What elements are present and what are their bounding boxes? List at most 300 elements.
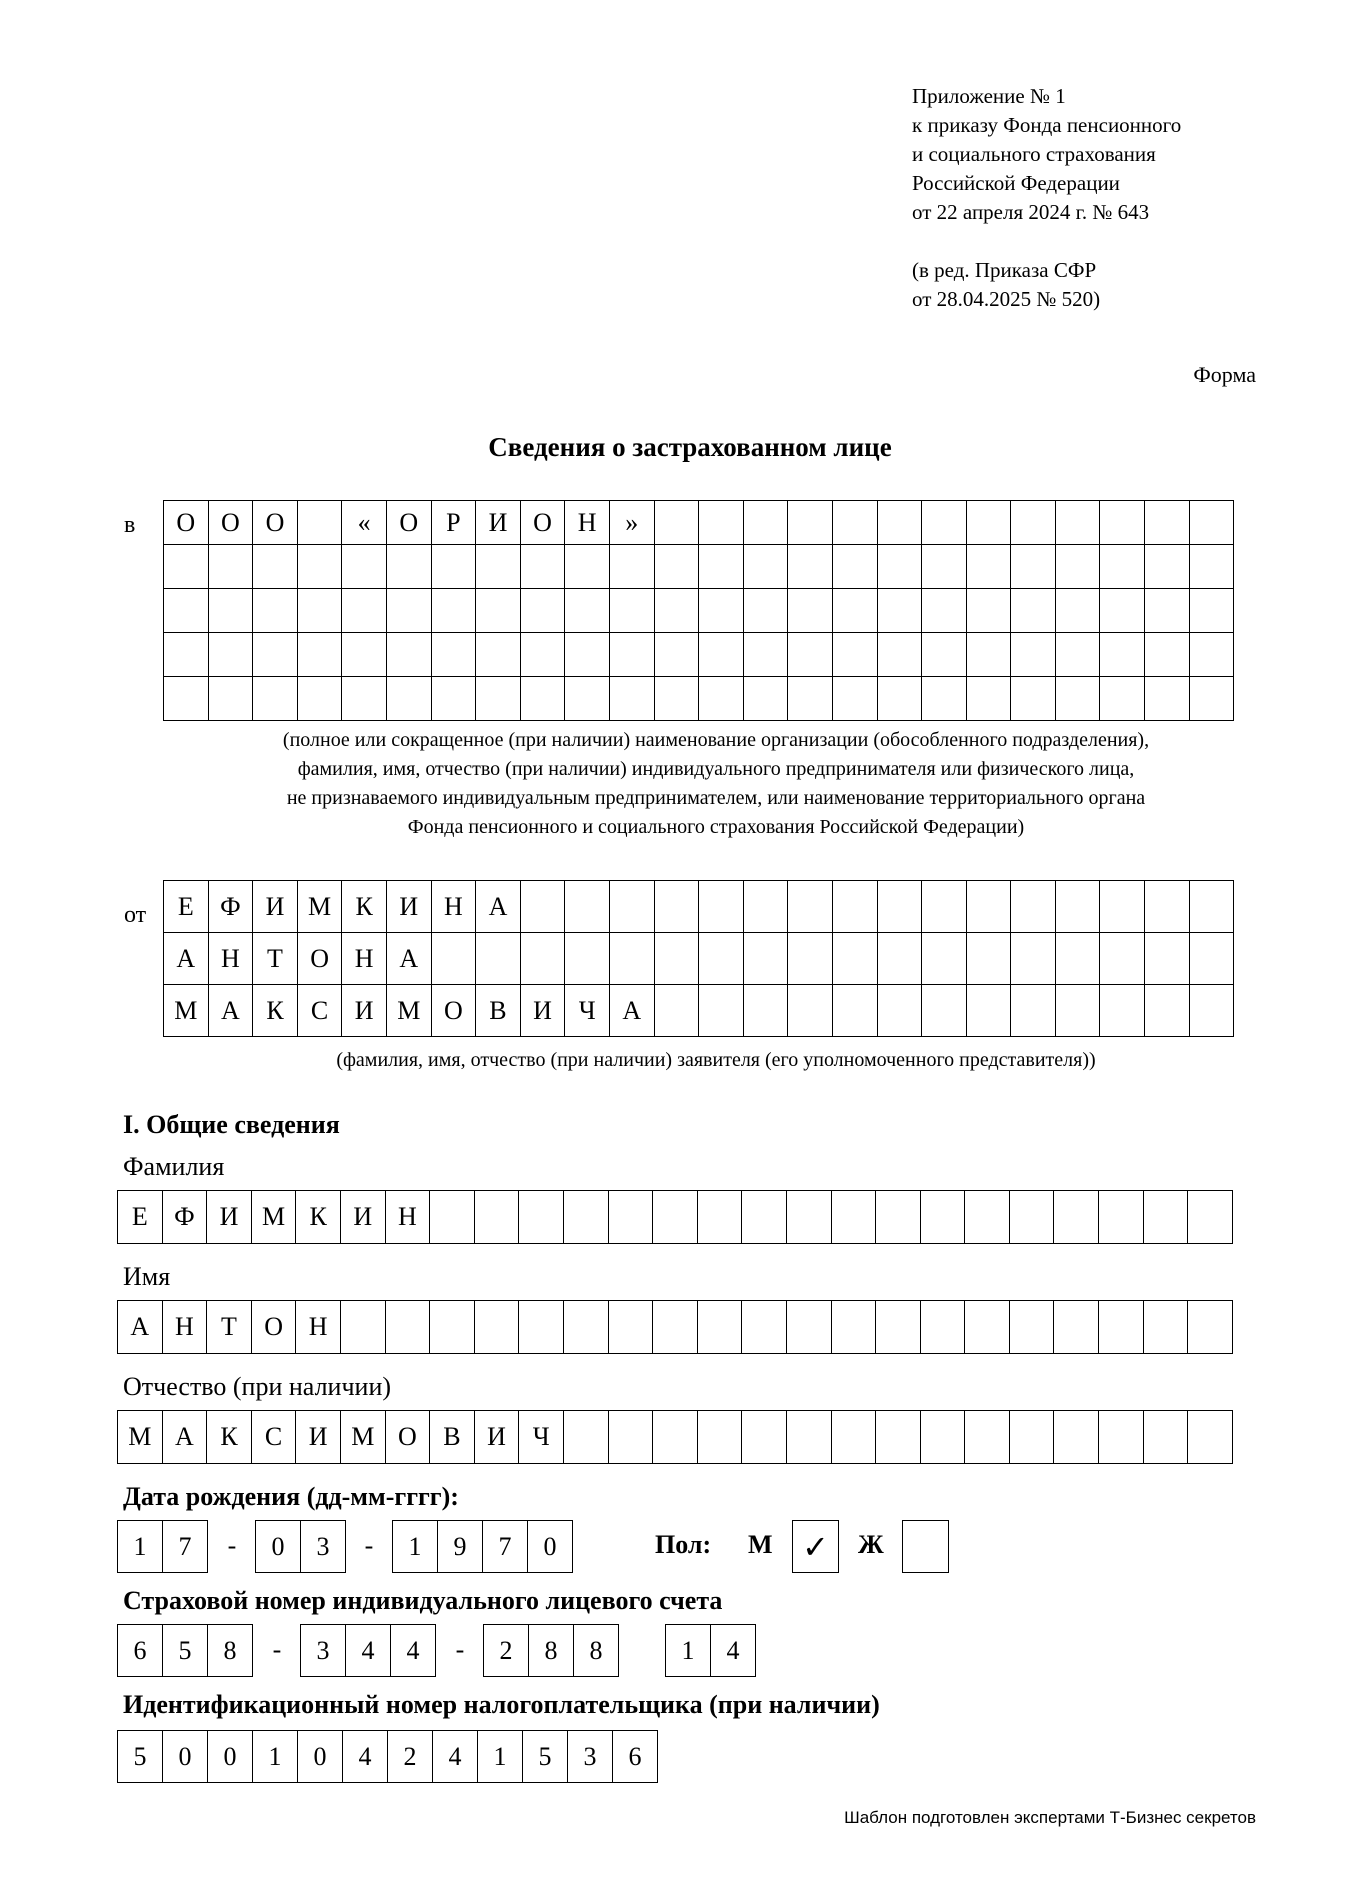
char-cell[interactable] xyxy=(786,1411,831,1464)
char-cell[interactable] xyxy=(1143,1301,1188,1354)
char-cell[interactable] xyxy=(208,677,253,721)
char-cell[interactable] xyxy=(653,1411,698,1464)
char-cell[interactable] xyxy=(742,1411,787,1464)
char-cell[interactable] xyxy=(877,501,922,545)
char-cell[interactable] xyxy=(922,933,967,985)
char-cell[interactable] xyxy=(1100,545,1145,589)
digit-cell[interactable]: 0 xyxy=(208,1731,253,1783)
char-cell[interactable] xyxy=(1011,589,1056,633)
char-cell[interactable] xyxy=(877,633,922,677)
inn-cells[interactable] xyxy=(117,1730,658,1783)
char-cell[interactable] xyxy=(520,633,565,677)
char-cell[interactable]: И xyxy=(253,881,298,933)
char-cell[interactable] xyxy=(1189,501,1234,545)
char-cell[interactable] xyxy=(788,933,833,985)
char-cell[interactable] xyxy=(520,589,565,633)
char-cell[interactable] xyxy=(832,881,877,933)
char-cell[interactable] xyxy=(1100,881,1145,933)
digit-cell[interactable]: 3 xyxy=(301,1625,346,1677)
char-cell[interactable] xyxy=(1054,1411,1099,1464)
char-cell[interactable] xyxy=(788,677,833,721)
char-cell[interactable] xyxy=(697,1411,742,1464)
char-cell[interactable] xyxy=(520,545,565,589)
char-cell[interactable] xyxy=(474,1301,519,1354)
char-cell[interactable] xyxy=(608,1191,653,1244)
char-cell[interactable] xyxy=(1054,1301,1099,1354)
char-cell[interactable] xyxy=(832,545,877,589)
char-cell[interactable] xyxy=(476,933,521,985)
char-cell[interactable] xyxy=(386,633,431,677)
char-cell[interactable] xyxy=(609,633,654,677)
char-cell[interactable] xyxy=(297,589,342,633)
char-cell[interactable] xyxy=(876,1191,921,1244)
char-cell[interactable] xyxy=(1100,985,1145,1037)
char-cell[interactable] xyxy=(563,1191,608,1244)
char-cell[interactable] xyxy=(342,633,387,677)
char-cell[interactable] xyxy=(253,589,298,633)
digit-cell[interactable]: 4 xyxy=(711,1625,756,1677)
char-cell[interactable] xyxy=(1099,1411,1144,1464)
char-cell[interactable] xyxy=(743,633,788,677)
char-cell[interactable] xyxy=(788,589,833,633)
char-cell[interactable] xyxy=(1145,501,1190,545)
char-cell[interactable] xyxy=(1145,881,1190,933)
char-cell[interactable] xyxy=(922,501,967,545)
char-cell[interactable] xyxy=(1145,933,1190,985)
char-cell[interactable] xyxy=(609,881,654,933)
char-cell[interactable] xyxy=(922,881,967,933)
char-cell[interactable] xyxy=(699,933,744,985)
char-cell[interactable] xyxy=(609,677,654,721)
patronymic-grid[interactable] xyxy=(117,1410,1233,1464)
char-cell[interactable]: И xyxy=(386,881,431,933)
digit-cell[interactable]: 1 xyxy=(253,1731,298,1783)
char-cell[interactable]: А xyxy=(118,1301,163,1354)
char-cell[interactable] xyxy=(1100,501,1145,545)
char-cell[interactable] xyxy=(342,589,387,633)
char-cell[interactable] xyxy=(965,1411,1010,1464)
char-cell[interactable] xyxy=(966,501,1011,545)
char-cell[interactable] xyxy=(877,985,922,1037)
char-cell[interactable]: О xyxy=(297,933,342,985)
char-cell[interactable] xyxy=(1009,1191,1054,1244)
gender-male-checkbox[interactable] xyxy=(792,1520,839,1573)
char-cell[interactable]: О xyxy=(385,1411,430,1464)
char-cell[interactable] xyxy=(743,677,788,721)
char-cell[interactable] xyxy=(743,933,788,985)
char-cell[interactable] xyxy=(430,1301,475,1354)
char-cell[interactable] xyxy=(1100,933,1145,985)
char-cell[interactable] xyxy=(431,545,476,589)
char-cell[interactable] xyxy=(1055,985,1100,1037)
char-cell[interactable] xyxy=(385,1301,430,1354)
char-cell[interactable] xyxy=(253,677,298,721)
char-cell[interactable] xyxy=(654,633,699,677)
digit-cell[interactable]: 0 xyxy=(528,1521,573,1573)
digit-cell[interactable]: 8 xyxy=(208,1625,253,1677)
char-cell[interactable] xyxy=(1145,589,1190,633)
char-cell[interactable] xyxy=(1145,545,1190,589)
char-cell[interactable] xyxy=(208,633,253,677)
snils-part2-cells[interactable] xyxy=(300,1624,436,1677)
char-cell[interactable]: С xyxy=(251,1411,296,1464)
char-cell[interactable] xyxy=(877,545,922,589)
digit-cell[interactable]: 0 xyxy=(163,1731,208,1783)
char-cell[interactable] xyxy=(519,1191,564,1244)
char-cell[interactable]: В xyxy=(476,985,521,1037)
char-cell[interactable] xyxy=(654,933,699,985)
char-cell[interactable] xyxy=(609,589,654,633)
char-cell[interactable] xyxy=(1100,633,1145,677)
char-cell[interactable] xyxy=(476,633,521,677)
char-cell[interactable]: А xyxy=(162,1411,207,1464)
char-cell[interactable] xyxy=(1055,677,1100,721)
digit-cell[interactable]: 6 xyxy=(613,1731,658,1783)
char-cell[interactable] xyxy=(1099,1191,1144,1244)
char-cell[interactable]: И xyxy=(340,1191,385,1244)
digit-cell[interactable]: 1 xyxy=(478,1731,523,1783)
char-cell[interactable] xyxy=(832,633,877,677)
char-cell[interactable] xyxy=(831,1411,876,1464)
digit-cell[interactable]: 1 xyxy=(666,1625,711,1677)
char-cell[interactable] xyxy=(386,677,431,721)
char-cell[interactable] xyxy=(1011,933,1056,985)
char-cell[interactable] xyxy=(966,589,1011,633)
char-cell[interactable]: К xyxy=(253,985,298,1037)
char-cell[interactable]: М xyxy=(164,985,209,1037)
char-cell[interactable] xyxy=(563,1411,608,1464)
char-cell[interactable] xyxy=(966,633,1011,677)
char-cell[interactable] xyxy=(1055,633,1100,677)
char-cell[interactable] xyxy=(831,1191,876,1244)
char-cell[interactable] xyxy=(832,589,877,633)
char-cell[interactable]: О xyxy=(253,501,298,545)
char-cell[interactable] xyxy=(1055,589,1100,633)
char-cell[interactable] xyxy=(476,545,521,589)
char-cell[interactable] xyxy=(431,633,476,677)
char-cell[interactable] xyxy=(1011,881,1056,933)
digit-cell[interactable]: 7 xyxy=(483,1521,528,1573)
char-cell[interactable] xyxy=(877,881,922,933)
digit-cell[interactable]: 7 xyxy=(163,1521,208,1573)
digit-cell[interactable]: 3 xyxy=(568,1731,613,1783)
char-cell[interactable]: И xyxy=(476,501,521,545)
char-cell[interactable]: К xyxy=(296,1191,341,1244)
char-cell[interactable] xyxy=(654,881,699,933)
char-cell[interactable] xyxy=(1011,545,1056,589)
char-cell[interactable] xyxy=(743,545,788,589)
char-cell[interactable]: Н xyxy=(565,501,610,545)
char-cell[interactable] xyxy=(966,677,1011,721)
char-cell[interactable] xyxy=(788,501,833,545)
char-cell[interactable] xyxy=(697,1301,742,1354)
char-cell[interactable] xyxy=(788,881,833,933)
char-cell[interactable] xyxy=(1189,881,1234,933)
char-cell[interactable] xyxy=(519,1301,564,1354)
char-cell[interactable] xyxy=(1188,1191,1233,1244)
recipient-grid[interactable] xyxy=(163,500,1234,721)
char-cell[interactable] xyxy=(430,1191,475,1244)
surname-grid[interactable] xyxy=(117,1190,1233,1244)
char-cell[interactable] xyxy=(699,881,744,933)
char-cell[interactable] xyxy=(742,1191,787,1244)
char-cell[interactable] xyxy=(697,1191,742,1244)
char-cell[interactable]: Н xyxy=(208,933,253,985)
char-cell[interactable] xyxy=(966,545,1011,589)
name-grid[interactable] xyxy=(117,1300,1233,1354)
char-cell[interactable] xyxy=(565,545,610,589)
char-cell[interactable] xyxy=(786,1301,831,1354)
char-cell[interactable] xyxy=(253,633,298,677)
char-cell[interactable]: Н xyxy=(431,881,476,933)
birth-day-cells[interactable] xyxy=(117,1520,208,1573)
char-cell[interactable]: Ф xyxy=(162,1191,207,1244)
char-cell[interactable] xyxy=(386,545,431,589)
digit-cell[interactable]: 3 xyxy=(301,1521,346,1573)
char-cell[interactable] xyxy=(654,501,699,545)
char-cell[interactable] xyxy=(1011,985,1056,1037)
char-cell[interactable] xyxy=(520,881,565,933)
char-cell[interactable] xyxy=(788,633,833,677)
digit-cell[interactable]: 4 xyxy=(346,1625,391,1677)
snils-part1-cells[interactable] xyxy=(117,1624,253,1677)
char-cell[interactable] xyxy=(1099,1301,1144,1354)
char-cell[interactable] xyxy=(1055,933,1100,985)
char-cell[interactable] xyxy=(609,545,654,589)
char-cell[interactable] xyxy=(563,1301,608,1354)
char-cell[interactable]: Н xyxy=(296,1301,341,1354)
char-cell[interactable] xyxy=(876,1301,921,1354)
char-cell[interactable]: И xyxy=(474,1411,519,1464)
char-cell[interactable] xyxy=(342,677,387,721)
char-cell[interactable] xyxy=(832,677,877,721)
char-cell[interactable] xyxy=(1145,985,1190,1037)
char-cell[interactable] xyxy=(297,633,342,677)
char-cell[interactable] xyxy=(699,545,744,589)
char-cell[interactable] xyxy=(1188,1411,1233,1464)
sender-grid[interactable] xyxy=(163,880,1234,1037)
char-cell[interactable] xyxy=(520,677,565,721)
char-cell[interactable] xyxy=(164,545,209,589)
char-cell[interactable] xyxy=(832,501,877,545)
char-cell[interactable]: Р xyxy=(431,501,476,545)
char-cell[interactable] xyxy=(608,1301,653,1354)
digit-cell[interactable]: 2 xyxy=(484,1625,529,1677)
char-cell[interactable] xyxy=(699,589,744,633)
char-cell[interactable] xyxy=(832,933,877,985)
char-cell[interactable] xyxy=(965,1301,1010,1354)
digit-cell[interactable]: 6 xyxy=(118,1625,163,1677)
char-cell[interactable] xyxy=(164,589,209,633)
char-cell[interactable] xyxy=(565,589,610,633)
char-cell[interactable] xyxy=(342,545,387,589)
char-cell[interactable]: Н xyxy=(385,1191,430,1244)
char-cell[interactable] xyxy=(1145,677,1190,721)
char-cell[interactable]: » xyxy=(609,501,654,545)
char-cell[interactable] xyxy=(431,933,476,985)
char-cell[interactable] xyxy=(788,545,833,589)
char-cell[interactable]: О xyxy=(164,501,209,545)
char-cell[interactable] xyxy=(1009,1411,1054,1464)
char-cell[interactable]: М xyxy=(118,1411,163,1464)
char-cell[interactable]: Ч xyxy=(565,985,610,1037)
char-cell[interactable] xyxy=(1188,1301,1233,1354)
char-cell[interactable]: А xyxy=(476,881,521,933)
char-cell[interactable] xyxy=(922,633,967,677)
char-cell[interactable]: Н xyxy=(162,1301,207,1354)
char-cell[interactable] xyxy=(699,677,744,721)
char-cell[interactable] xyxy=(877,677,922,721)
char-cell[interactable] xyxy=(1143,1191,1188,1244)
char-cell[interactable]: И xyxy=(207,1191,252,1244)
char-cell[interactable]: И xyxy=(342,985,387,1037)
char-cell[interactable] xyxy=(743,589,788,633)
char-cell[interactable] xyxy=(743,501,788,545)
char-cell[interactable] xyxy=(1100,589,1145,633)
char-cell[interactable] xyxy=(1189,545,1234,589)
char-cell[interactable] xyxy=(653,1191,698,1244)
char-cell[interactable] xyxy=(922,589,967,633)
char-cell[interactable] xyxy=(208,545,253,589)
char-cell[interactable] xyxy=(699,985,744,1037)
char-cell[interactable] xyxy=(832,985,877,1037)
char-cell[interactable] xyxy=(877,589,922,633)
char-cell[interactable] xyxy=(1011,633,1056,677)
char-cell[interactable] xyxy=(699,633,744,677)
digit-cell[interactable]: 9 xyxy=(438,1521,483,1573)
digit-cell[interactable]: 4 xyxy=(343,1731,388,1783)
char-cell[interactable] xyxy=(699,501,744,545)
char-cell[interactable]: К xyxy=(342,881,387,933)
char-cell[interactable]: Е xyxy=(164,881,209,933)
char-cell[interactable] xyxy=(476,677,521,721)
char-cell[interactable] xyxy=(654,985,699,1037)
digit-cell[interactable]: 5 xyxy=(118,1731,163,1783)
char-cell[interactable] xyxy=(922,677,967,721)
char-cell[interactable]: О xyxy=(251,1301,296,1354)
char-cell[interactable] xyxy=(1145,633,1190,677)
char-cell[interactable] xyxy=(965,1191,1010,1244)
char-cell[interactable] xyxy=(654,677,699,721)
char-cell[interactable] xyxy=(1189,985,1234,1037)
char-cell[interactable]: Т xyxy=(253,933,298,985)
char-cell[interactable] xyxy=(164,677,209,721)
char-cell[interactable] xyxy=(1055,501,1100,545)
char-cell[interactable] xyxy=(297,545,342,589)
char-cell[interactable]: О xyxy=(520,501,565,545)
char-cell[interactable]: В xyxy=(430,1411,475,1464)
char-cell[interactable]: Ф xyxy=(208,881,253,933)
char-cell[interactable]: А xyxy=(164,933,209,985)
birth-year-cells[interactable] xyxy=(392,1520,573,1573)
char-cell[interactable] xyxy=(1189,933,1234,985)
gender-female-checkbox[interactable] xyxy=(902,1520,949,1573)
char-cell[interactable]: А xyxy=(609,985,654,1037)
char-cell[interactable] xyxy=(340,1301,385,1354)
char-cell[interactable] xyxy=(520,933,565,985)
char-cell[interactable]: А xyxy=(208,985,253,1037)
char-cell[interactable]: Т xyxy=(207,1301,252,1354)
digit-cell[interactable]: 5 xyxy=(163,1625,208,1677)
digit-cell[interactable]: 0 xyxy=(256,1521,301,1573)
char-cell[interactable]: О xyxy=(431,985,476,1037)
snils-part3-cells[interactable] xyxy=(483,1624,619,1677)
char-cell[interactable] xyxy=(1100,677,1145,721)
char-cell[interactable]: А xyxy=(386,933,431,985)
char-cell[interactable] xyxy=(297,677,342,721)
char-cell[interactable] xyxy=(1055,881,1100,933)
char-cell[interactable]: И xyxy=(296,1411,341,1464)
char-cell[interactable] xyxy=(1011,501,1056,545)
char-cell[interactable] xyxy=(253,545,298,589)
char-cell[interactable] xyxy=(654,589,699,633)
char-cell[interactable]: М xyxy=(386,985,431,1037)
char-cell[interactable]: Н xyxy=(342,933,387,985)
char-cell[interactable] xyxy=(1055,545,1100,589)
char-cell[interactable] xyxy=(1189,589,1234,633)
char-cell[interactable] xyxy=(876,1411,921,1464)
char-cell[interactable] xyxy=(476,589,521,633)
char-cell[interactable] xyxy=(164,633,209,677)
char-cell[interactable] xyxy=(297,501,342,545)
digit-cell[interactable]: 1 xyxy=(118,1521,163,1573)
char-cell[interactable] xyxy=(966,985,1011,1037)
char-cell[interactable] xyxy=(966,881,1011,933)
char-cell[interactable] xyxy=(966,933,1011,985)
char-cell[interactable] xyxy=(431,677,476,721)
char-cell[interactable]: О xyxy=(386,501,431,545)
char-cell[interactable] xyxy=(1189,633,1234,677)
digit-cell[interactable]: 8 xyxy=(529,1625,574,1677)
char-cell[interactable]: Ч xyxy=(519,1411,564,1464)
char-cell[interactable]: К xyxy=(207,1411,252,1464)
char-cell[interactable]: И xyxy=(520,985,565,1037)
char-cell[interactable] xyxy=(653,1301,698,1354)
char-cell[interactable] xyxy=(609,933,654,985)
char-cell[interactable] xyxy=(788,985,833,1037)
char-cell[interactable] xyxy=(431,589,476,633)
char-cell[interactable]: « xyxy=(342,501,387,545)
char-cell[interactable]: С xyxy=(297,985,342,1037)
char-cell[interactable] xyxy=(1054,1191,1099,1244)
char-cell[interactable] xyxy=(742,1301,787,1354)
char-cell[interactable] xyxy=(565,933,610,985)
char-cell[interactable]: М xyxy=(340,1411,385,1464)
char-cell[interactable] xyxy=(565,677,610,721)
digit-cell[interactable]: 8 xyxy=(574,1625,619,1677)
char-cell[interactable] xyxy=(608,1411,653,1464)
char-cell[interactable] xyxy=(565,633,610,677)
char-cell[interactable] xyxy=(1011,677,1056,721)
char-cell[interactable]: О xyxy=(208,501,253,545)
digit-cell[interactable]: 2 xyxy=(388,1731,433,1783)
char-cell[interactable] xyxy=(1189,677,1234,721)
digit-cell[interactable]: 4 xyxy=(433,1731,478,1783)
char-cell[interactable] xyxy=(786,1191,831,1244)
digit-cell[interactable]: 4 xyxy=(391,1625,436,1677)
char-cell[interactable] xyxy=(743,881,788,933)
char-cell[interactable]: М xyxy=(297,881,342,933)
char-cell[interactable] xyxy=(743,985,788,1037)
char-cell[interactable] xyxy=(920,1191,965,1244)
char-cell[interactable] xyxy=(922,545,967,589)
digit-cell[interactable]: 0 xyxy=(298,1731,343,1783)
char-cell[interactable] xyxy=(922,985,967,1037)
char-cell[interactable] xyxy=(877,933,922,985)
char-cell[interactable] xyxy=(474,1191,519,1244)
char-cell[interactable] xyxy=(831,1301,876,1354)
snils-check-cells[interactable] xyxy=(665,1624,756,1677)
